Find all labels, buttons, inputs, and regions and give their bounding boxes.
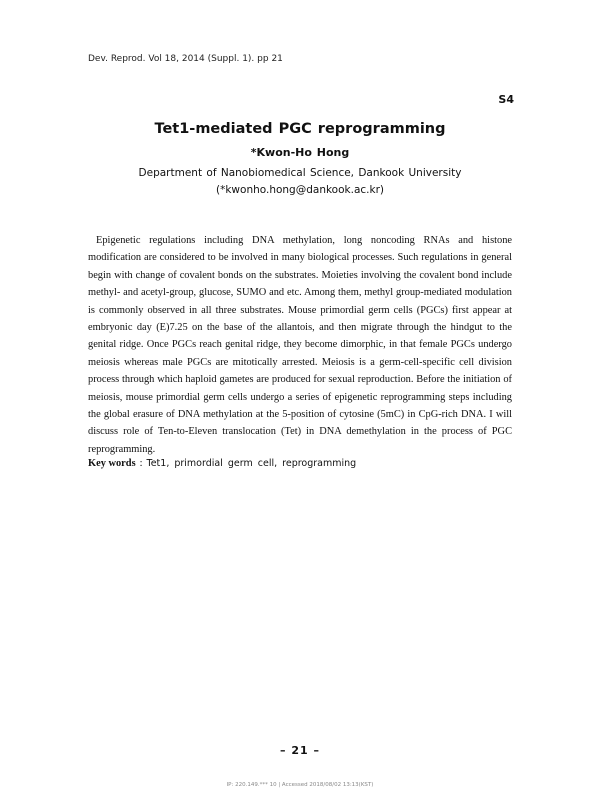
keywords-label: Key words (88, 458, 136, 469)
keywords-separator: : (139, 458, 143, 469)
keywords-line (88, 458, 356, 469)
author-email: (*kwonho.hong@dankook.ac.kr) (216, 184, 384, 196)
author-name: *Kwon-Ho Hong (250, 146, 350, 159)
abstract-text: Epigenetic regulations including DNA methylation, long noncoding RNAs and histone modification are considered to be involved in many biological processes. Such regulations in general begin with change of covalent bonds on the substrates. Moieties involving the covalent bond include methyl- and acetyl-group, glucose, SUMO and etc. Among them, methyl group-mediated modulation is commonly observed in all three substrates. Mouse primordial germ cells (PGCs) first appear at embryonic day (E)7.25 on the base of the allantois, and then migrate through the hindgut to the genital ridge. Once PGCs reach genital ridge, they become dimorphic, in that female PGCs undergo meiosis whereas male PGCs are mitotically arrested. Meiosis is a germ-cell-specific cell division process through which haploid gametes are produced for sexual reproduction. Before the initiation of meiosis, mouse primordial germ cells undergo a series of epigenetic reprogramming steps including the global erasure of DNA methylation at the 5-position of cytosine (5mC) in CpG-rich DNA. I will discuss role of Ten-to-Eleven translocation (Tet) in DNA demethylation in the process of PGC reprogramming. (88, 235, 512, 455)
page-number: – 21 – (280, 744, 320, 757)
article-title: Tet1-mediated PGC reprogramming (154, 121, 446, 137)
journal-citation: Dev. Reprod. Vol 18, 2014 (Suppl. 1). pp 21 (88, 54, 283, 64)
access-note: IP: 220.149.*** 10 | Accessed 2018/08/02 13:13(KST) (226, 782, 374, 788)
session-code: S4 (498, 93, 514, 106)
keywords-text: Tet1, primordial germ cell, reprogramming (146, 458, 357, 469)
author-affiliation: Department of Nanobiomedical Science, Dankook University (138, 167, 462, 179)
